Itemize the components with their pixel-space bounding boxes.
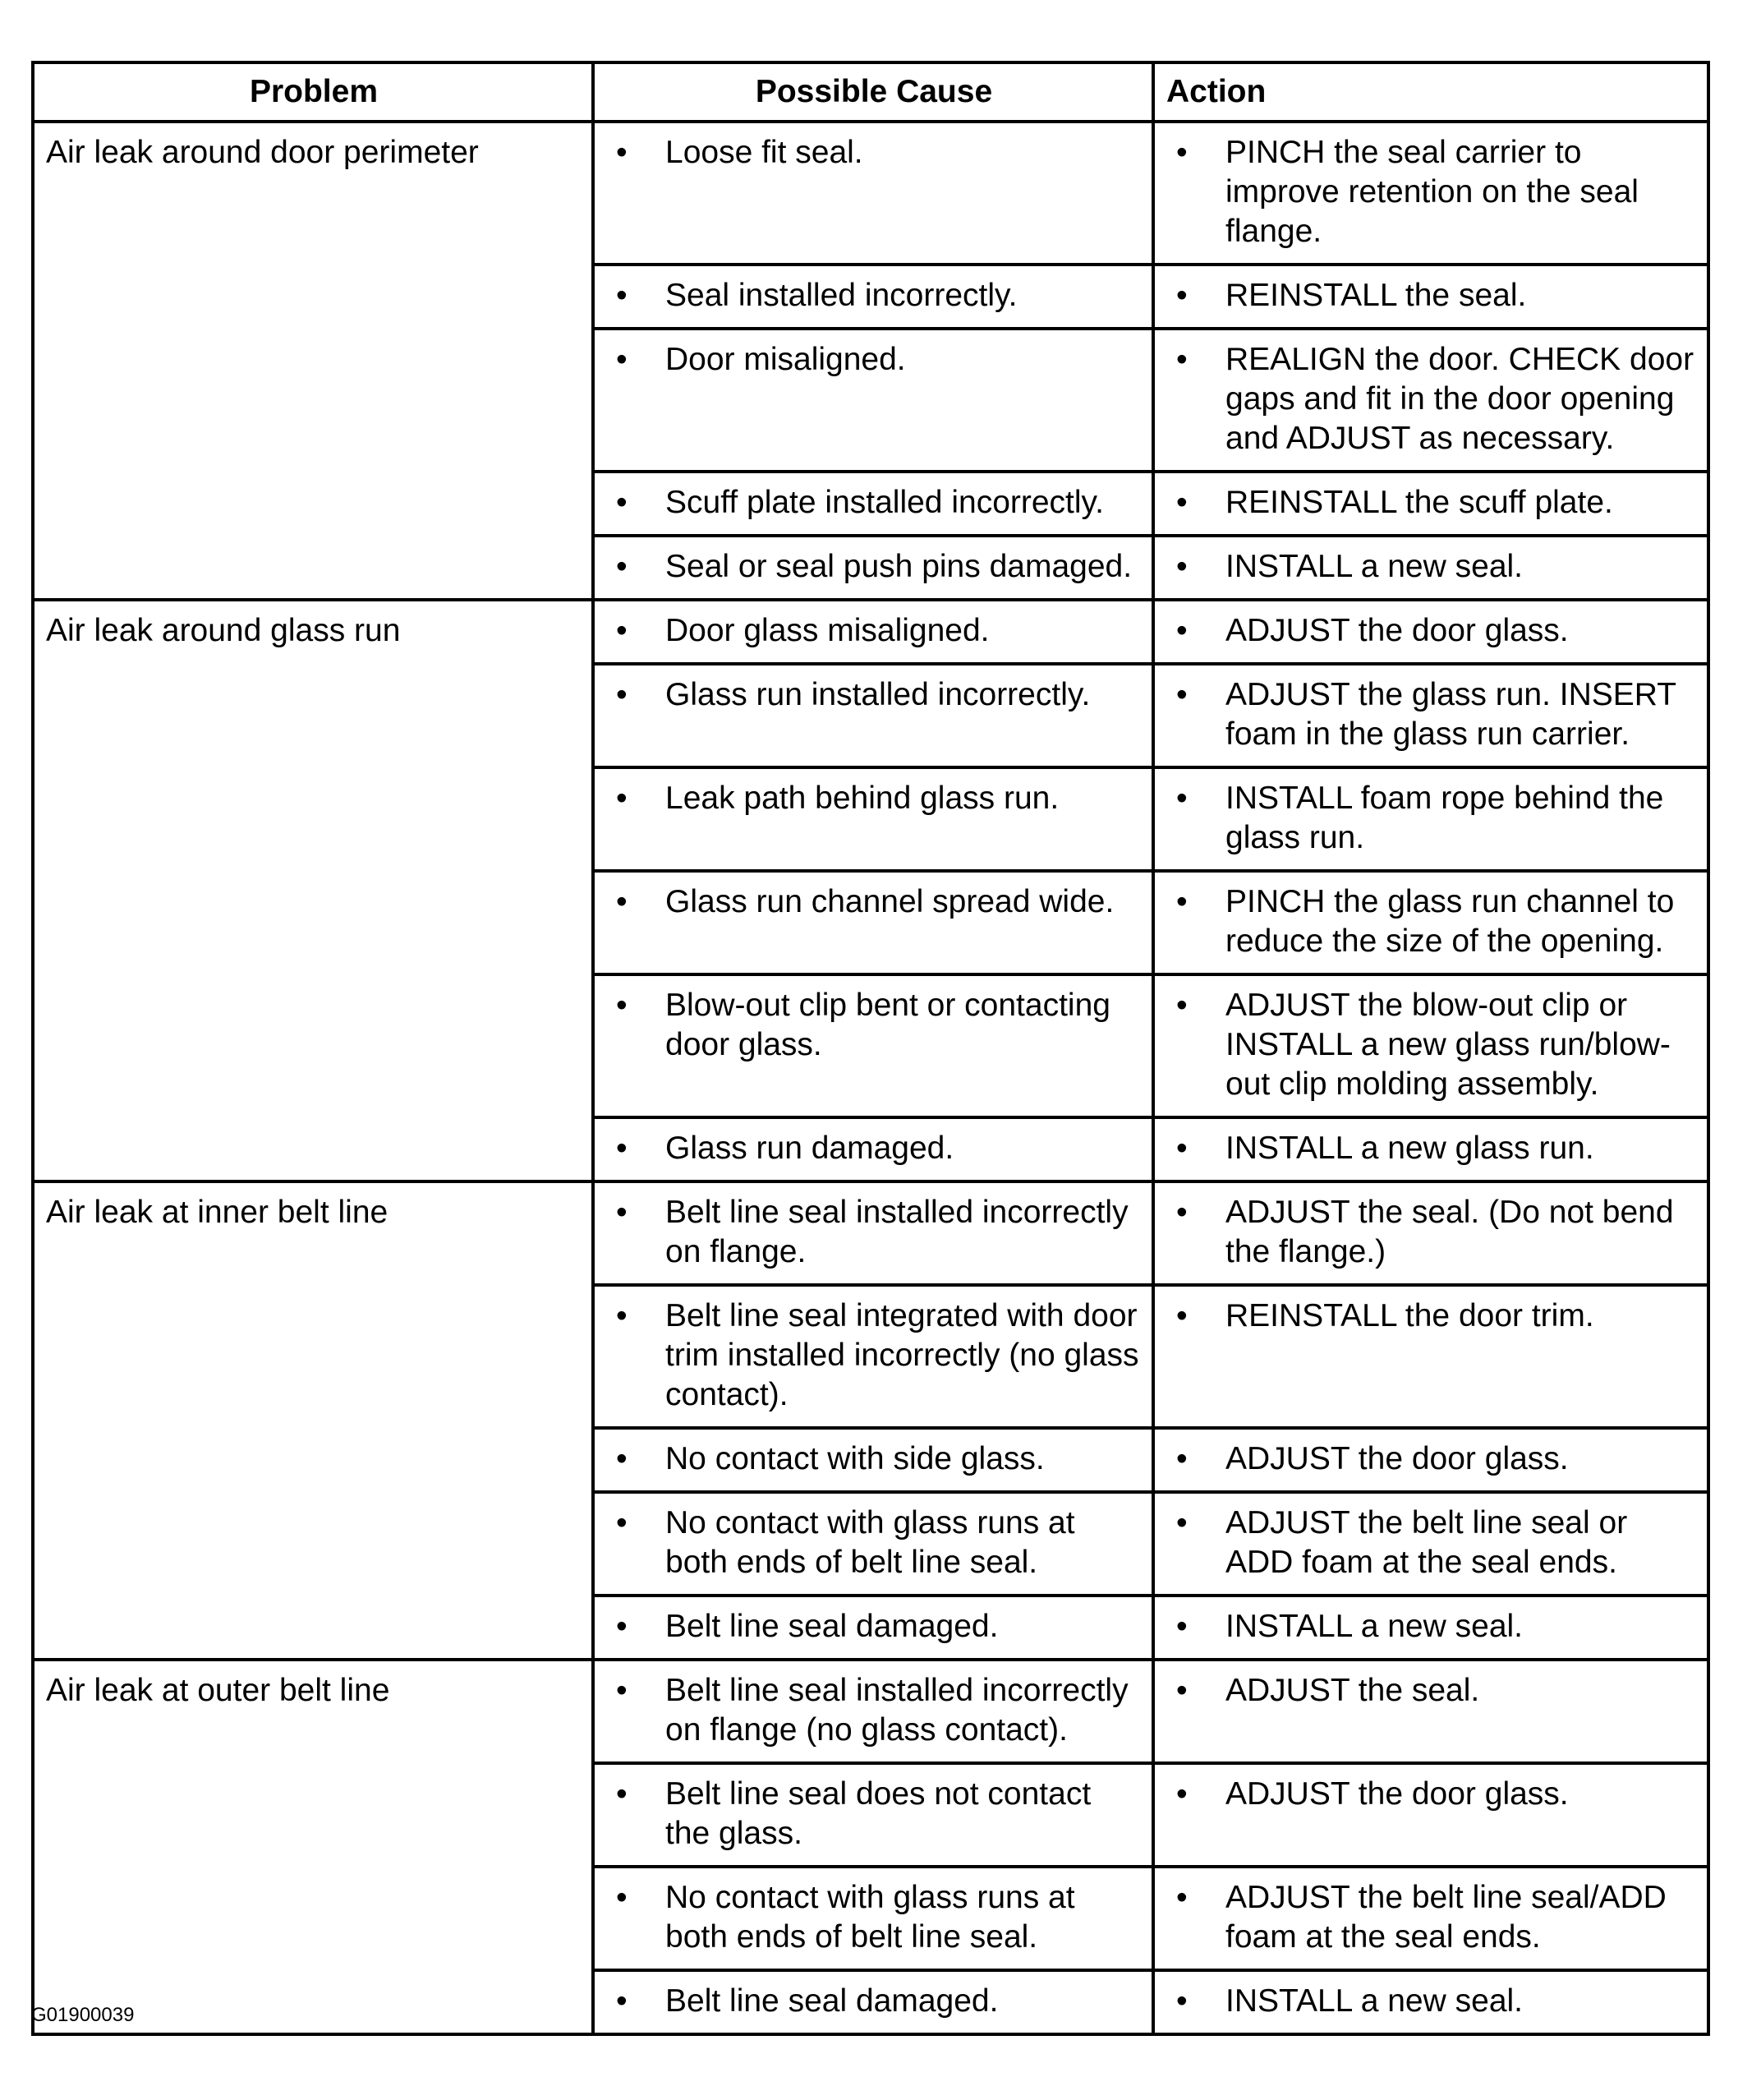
- action-bullet-item: [1166, 1296, 1697, 1336]
- action-cell: [1153, 1117, 1708, 1181]
- bullet-icon: •: [1176, 342, 1188, 377]
- cause-bullet-item: [606, 986, 1142, 1065]
- bullet-icon: •: [616, 485, 628, 520]
- bullet-icon: •: [616, 135, 628, 170]
- action-bullet-item: [1166, 547, 1697, 587]
- cause-cell: [593, 1596, 1153, 1660]
- action-cell: [1153, 1596, 1708, 1660]
- cause-text: Belt line seal does not contact the glass.: [665, 1776, 1092, 1851]
- action-cell: [1153, 1867, 1708, 1970]
- bullet-icon: •: [616, 342, 628, 377]
- cause-text: Belt line seal integrated with door trim installed incorrectly (no glass contact).: [665, 1298, 1139, 1412]
- action-cell: [1153, 1763, 1708, 1867]
- action-cell: [1153, 600, 1708, 664]
- cause-text: Glass run installed incorrectly.: [665, 677, 1091, 712]
- bullet-icon: •: [1176, 1441, 1188, 1476]
- cause-text: Seal or seal push pins damaged.: [665, 549, 1133, 584]
- action-bullet-item: [1166, 340, 1697, 458]
- action-text: INSTALL a new seal.: [1225, 1983, 1524, 2019]
- cause-cell: [593, 1181, 1153, 1285]
- cause-text: No contact with glass runs at both ends of belt line seal.: [665, 1505, 1075, 1580]
- bullet-icon: •: [1176, 1776, 1188, 1812]
- problem-cell: Air leak at outer belt line: [33, 1660, 593, 2034]
- bullet-icon: •: [1176, 781, 1188, 816]
- action-bullet-item: [1166, 1607, 1697, 1646]
- bullet-icon: •: [616, 1609, 628, 1644]
- cause-cell: [593, 265, 1153, 329]
- action-text: INSTALL a new glass run.: [1225, 1131, 1594, 1166]
- action-cell: [1153, 1492, 1708, 1596]
- bullet-icon: •: [616, 549, 628, 584]
- cause-bullet-item: [606, 1193, 1142, 1272]
- bullet-icon: •: [616, 1776, 628, 1812]
- cause-text: No contact with glass runs at both ends of belt line seal.: [665, 1880, 1075, 1955]
- cause-text: Scuff plate installed incorrectly.: [665, 485, 1104, 520]
- action-text: ADJUST the seal. (Do not bend the flange.): [1225, 1195, 1674, 1269]
- bullet-icon: •: [616, 1673, 628, 1708]
- action-bullet-item: [1166, 611, 1697, 651]
- cause-bullet-item: [606, 1129, 1142, 1168]
- cause-cell: [593, 1285, 1153, 1428]
- action-cell: [1153, 1970, 1708, 2034]
- cause-bullet-item: [606, 1296, 1142, 1415]
- cause-text: Loose fit seal.: [665, 135, 863, 170]
- cause-bullet-item: [606, 483, 1142, 523]
- action-text: ADJUST the seal.: [1225, 1673, 1480, 1708]
- cause-cell: [593, 1867, 1153, 1970]
- bullet-icon: •: [1176, 549, 1188, 584]
- table-row: [33, 600, 1708, 664]
- action-cell: [1153, 536, 1708, 600]
- cause-cell: [593, 329, 1153, 472]
- cause-cell: [593, 1763, 1153, 1867]
- cause-bullet-item: [606, 1439, 1142, 1479]
- figure-code: G01900039: [31, 2004, 135, 2026]
- action-bullet-item: [1166, 779, 1697, 858]
- cause-bullet-item: [606, 547, 1142, 587]
- cause-text: Door misaligned.: [665, 342, 906, 377]
- action-bullet-item: [1166, 882, 1697, 961]
- cause-cell: [593, 472, 1153, 536]
- cause-text: Belt line seal damaged.: [665, 1983, 999, 2019]
- cause-text: Glass run channel spread wide.: [665, 884, 1115, 919]
- bullet-icon: •: [616, 1195, 628, 1230]
- bullet-icon: •: [1176, 1505, 1188, 1540]
- header-action: Action: [1153, 62, 1708, 122]
- bullet-icon: •: [1176, 1673, 1188, 1708]
- cause-bullet-item: [606, 1775, 1142, 1854]
- table-row: [33, 1181, 1708, 1285]
- table-row: [33, 1660, 1708, 1763]
- bullet-icon: •: [1176, 1298, 1188, 1333]
- bullet-icon: •: [616, 1505, 628, 1540]
- cause-cell: [593, 600, 1153, 664]
- cause-bullet-item: [606, 276, 1142, 315]
- header-possible-cause: Possible Cause: [593, 62, 1153, 122]
- cause-cell: [593, 664, 1153, 767]
- bullet-icon: •: [1176, 1195, 1188, 1230]
- action-cell: [1153, 472, 1708, 536]
- action-text: ADJUST the belt line seal/ADD foam at the seal ends.: [1225, 1880, 1667, 1955]
- bullet-icon: •: [616, 613, 628, 648]
- bullet-icon: •: [616, 884, 628, 919]
- action-text: INSTALL a new seal.: [1225, 1609, 1524, 1644]
- action-text: ADJUST the door glass.: [1225, 613, 1569, 648]
- bullet-icon: •: [1176, 1131, 1188, 1166]
- action-cell: [1153, 664, 1708, 767]
- action-cell: [1153, 122, 1708, 265]
- cause-cell: [593, 1117, 1153, 1181]
- action-text: ADJUST the belt line seal or ADD foam at the seal ends.: [1225, 1505, 1628, 1580]
- action-cell: [1153, 974, 1708, 1117]
- bullet-icon: •: [1176, 1880, 1188, 1915]
- cause-cell: [593, 1492, 1153, 1596]
- cause-text: Seal installed incorrectly.: [665, 278, 1018, 313]
- cause-cell: [593, 767, 1153, 871]
- cause-cell: [593, 1660, 1153, 1763]
- cause-cell: [593, 871, 1153, 974]
- action-bullet-item: [1166, 1129, 1697, 1168]
- cause-text: Blow-out clip bent or contacting door glass.: [665, 988, 1110, 1062]
- action-cell: [1153, 1428, 1708, 1492]
- action-text: ADJUST the door glass.: [1225, 1441, 1569, 1476]
- action-text: INSTALL foam rope behind the glass run.: [1225, 781, 1664, 855]
- bullet-icon: •: [1176, 1609, 1188, 1644]
- cause-bullet-item: [606, 1504, 1142, 1582]
- cause-bullet-item: [606, 611, 1142, 651]
- cause-bullet-item: [606, 882, 1142, 922]
- cause-text: No contact with side glass.: [665, 1441, 1045, 1476]
- bullet-icon: •: [1176, 1983, 1188, 2019]
- action-text: INSTALL a new seal.: [1225, 549, 1524, 584]
- action-text: PINCH the seal carrier to improve retention on the seal flange.: [1225, 135, 1639, 249]
- action-bullet-item: [1166, 1671, 1697, 1711]
- bullet-icon: •: [616, 1983, 628, 2019]
- cause-bullet-item: [606, 675, 1142, 715]
- cause-cell: [593, 536, 1153, 600]
- action-cell: [1153, 1660, 1708, 1763]
- header-row: [33, 62, 1708, 122]
- bullet-icon: •: [616, 1441, 628, 1476]
- cause-text: Glass run damaged.: [665, 1131, 954, 1166]
- cause-cell: [593, 1428, 1153, 1492]
- cause-cell: [593, 1970, 1153, 2034]
- cause-text: Belt line seal damaged.: [665, 1609, 999, 1644]
- action-bullet-item: [1166, 1775, 1697, 1814]
- table-body: [33, 122, 1708, 2034]
- action-bullet-item: [1166, 133, 1697, 251]
- table-header: [33, 62, 1708, 122]
- action-text: ADJUST the door glass.: [1225, 1776, 1569, 1812]
- action-text: ADJUST the glass run. INSERT foam in the glass run carrier.: [1225, 677, 1676, 752]
- cause-text: Belt line seal installed incorrectly on flange (no glass contact).: [665, 1673, 1129, 1748]
- bullet-icon: •: [616, 1298, 628, 1333]
- cause-text: Leak path behind glass run.: [665, 781, 1060, 816]
- cause-cell: [593, 122, 1153, 265]
- bullet-icon: •: [1176, 613, 1188, 648]
- bullet-icon: •: [616, 781, 628, 816]
- action-bullet-item: [1166, 1504, 1697, 1582]
- action-text: REALIGN the door. CHECK door gaps and fit in the door opening and ADJUST as necessary.: [1225, 342, 1694, 456]
- cause-cell: [593, 974, 1153, 1117]
- problem-cell: Air leak around door perimeter: [33, 122, 593, 600]
- cause-bullet-item: [606, 1878, 1142, 1957]
- bullet-icon: •: [1176, 988, 1188, 1023]
- action-bullet-item: [1166, 1982, 1697, 2021]
- action-cell: [1153, 1285, 1708, 1428]
- action-text: REINSTALL the scuff plate.: [1225, 485, 1613, 520]
- bullet-icon: •: [616, 677, 628, 712]
- action-bullet-item: [1166, 276, 1697, 315]
- action-cell: [1153, 767, 1708, 871]
- cause-bullet-item: [606, 133, 1142, 173]
- bullet-icon: •: [616, 988, 628, 1023]
- action-bullet-item: [1166, 1193, 1697, 1272]
- action-text: REINSTALL the seal.: [1225, 278, 1527, 313]
- troubleshooting-table: [31, 61, 1710, 2036]
- action-bullet-item: [1166, 1878, 1697, 1957]
- cause-bullet-item: [606, 340, 1142, 380]
- action-cell: [1153, 265, 1708, 329]
- problem-cell: Air leak around glass run: [33, 600, 593, 1181]
- problem-cell: Air leak at inner belt line: [33, 1181, 593, 1660]
- bullet-icon: •: [616, 278, 628, 313]
- action-bullet-item: [1166, 1439, 1697, 1479]
- action-text: PINCH the glass run channel to reduce the size of the opening.: [1225, 884, 1675, 959]
- cause-bullet-item: [606, 1982, 1142, 2021]
- action-cell: [1153, 1181, 1708, 1285]
- bullet-icon: •: [1176, 278, 1188, 313]
- cause-bullet-item: [606, 779, 1142, 818]
- bullet-icon: •: [1176, 884, 1188, 919]
- bullet-icon: •: [1176, 135, 1188, 170]
- bullet-icon: •: [616, 1131, 628, 1166]
- action-cell: [1153, 871, 1708, 974]
- cause-bullet-item: [606, 1607, 1142, 1646]
- bullet-icon: •: [1176, 677, 1188, 712]
- action-bullet-item: [1166, 483, 1697, 523]
- action-bullet-item: [1166, 675, 1697, 754]
- action-cell: [1153, 329, 1708, 472]
- action-text: REINSTALL the door trim.: [1225, 1298, 1594, 1333]
- cause-bullet-item: [606, 1671, 1142, 1750]
- header-problem: Problem: [33, 62, 593, 122]
- bullet-icon: •: [616, 1880, 628, 1915]
- cause-text: Door glass misaligned.: [665, 613, 990, 648]
- bullet-icon: •: [1176, 485, 1188, 520]
- action-bullet-item: [1166, 986, 1697, 1104]
- cause-text: Belt line seal installed incorrectly on flange.: [665, 1195, 1129, 1269]
- action-text: ADJUST the blow-out clip or INSTALL a new glass run/blow-out clip molding assembly.: [1225, 988, 1671, 1102]
- table-row: [33, 122, 1708, 265]
